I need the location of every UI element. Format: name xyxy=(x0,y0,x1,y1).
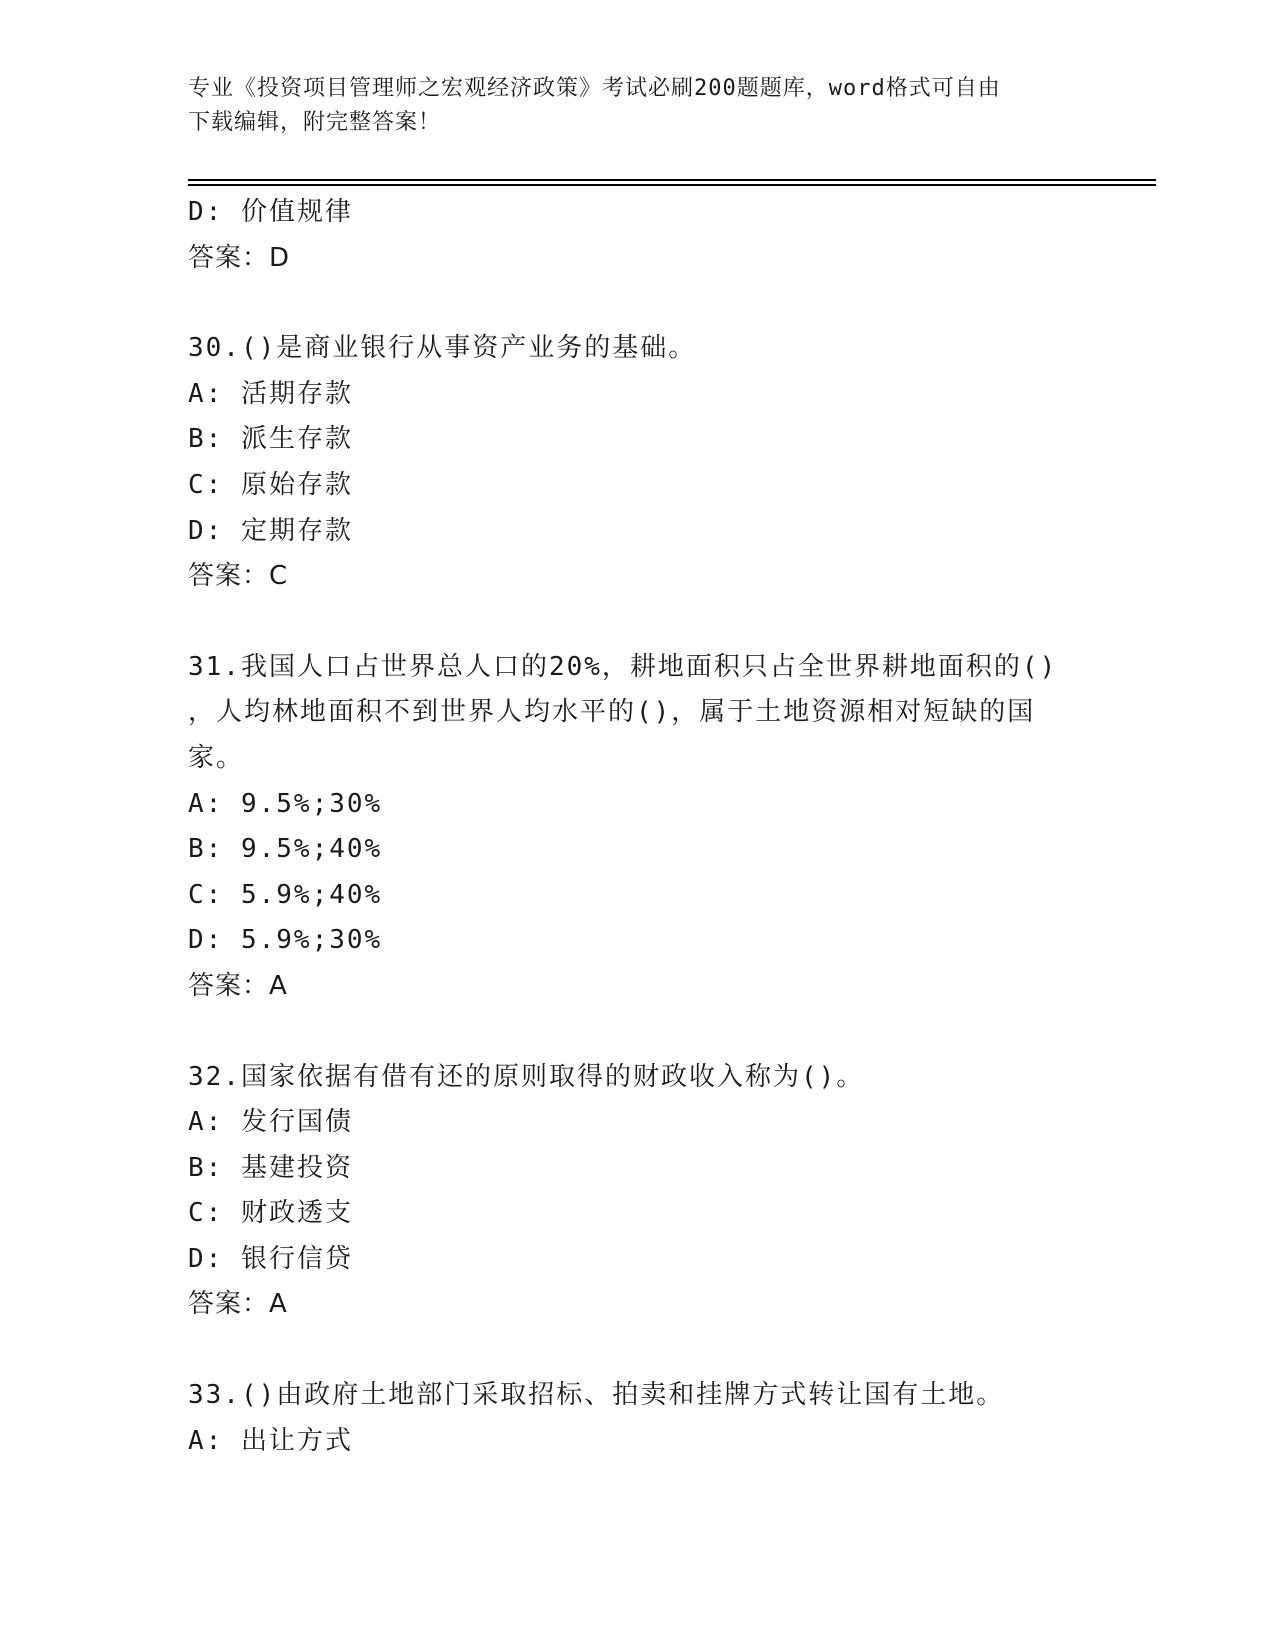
header-rule-top xyxy=(188,179,1156,181)
question-text-line-1: 31.我国人口占世界总人口的20%，耕地面积只占全世界耕地面积的() xyxy=(188,651,1058,682)
option-a: A: 发行国债 xyxy=(188,1107,353,1138)
option-b: B: 9.5%;40% xyxy=(188,834,383,865)
option-d: D: 价值规律 xyxy=(188,197,353,227)
option-b: B: 基建投资 xyxy=(188,1152,353,1183)
option-a: A: 9.5%;30% xyxy=(188,788,383,819)
question-text: 33.()由政府土地部门采取招标、拍卖和挂牌方式转让国有土地。 xyxy=(188,1380,1005,1411)
spacer xyxy=(188,1328,1088,1373)
header-rule-bottom xyxy=(188,184,1156,186)
option-d: D: 5.9%;30% xyxy=(188,925,383,956)
header-line-1: 专业《投资项目管理师之宏观经济政策》考试必刷200题题库，word格式可自由 xyxy=(188,76,1001,101)
option-c: C: 原始存款 xyxy=(188,469,353,500)
option-c: C: 财政透支 xyxy=(188,1198,353,1229)
question-32 xyxy=(188,1055,1088,1329)
option-a: A: 出让方式 xyxy=(188,1425,353,1456)
question-33 xyxy=(188,1373,1088,1464)
option-d: D: 定期存款 xyxy=(188,515,353,546)
header-line-2: 下载编辑，附完整答案！ xyxy=(188,110,442,135)
answer-line: 答案：D xyxy=(188,242,291,273)
spacer xyxy=(188,1010,1088,1055)
answer-line: 答案：A xyxy=(188,1289,288,1320)
spacer xyxy=(188,600,1088,645)
answer-line: 答案：A xyxy=(188,970,288,1001)
question-text-line-2: ，人均林地面积不到世界人均水平的()，属于土地资源相对短缺的国 xyxy=(188,697,1036,728)
option-a: A: 活期存款 xyxy=(188,378,353,409)
document-body xyxy=(188,190,1088,1464)
option-b: B: 派生存款 xyxy=(188,424,353,455)
document-header xyxy=(188,72,1088,140)
spacer xyxy=(188,281,1088,326)
question-31 xyxy=(188,645,1088,1010)
question-text-line-3: 家。 xyxy=(188,742,245,773)
question-text: 32.国家依据有借有还的原则取得的财政收入称为()。 xyxy=(188,1061,865,1092)
answer-line: 答案：C xyxy=(188,561,289,592)
question-text: 30.()是商业银行从事资产业务的基础。 xyxy=(188,333,697,364)
option-d: D: 银行信贷 xyxy=(188,1243,353,1274)
question-30 xyxy=(188,326,1088,600)
option-c: C: 5.9%;40% xyxy=(188,879,383,910)
